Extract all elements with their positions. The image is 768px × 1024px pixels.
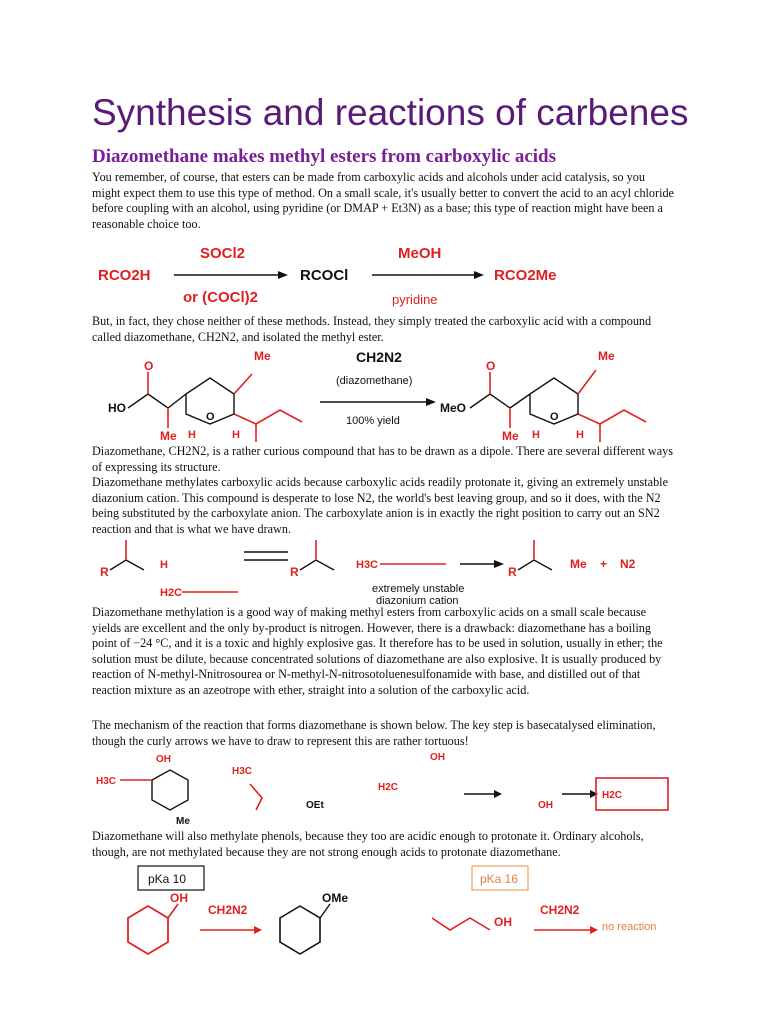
anisole-ring <box>280 906 320 954</box>
scheme1-reagent1-bottom: or (COCl)2 <box>183 289 258 306</box>
scheme2-left-ring-o: O <box>206 411 215 423</box>
scheme5-reagent-1: CH2N2 <box>208 903 248 917</box>
paragraph-dipole: Diazomethane, CH2N2, is a rather curious compound that has to be drawn as a dipole. There are several different ways of expressing its structure. <box>92 444 673 474</box>
scheme-phenol-vs-alcohol <box>0 862 768 982</box>
scheme3-ester-chain <box>518 560 552 570</box>
scheme2-left-o1: O <box>144 359 154 373</box>
scheme2-right-chain <box>470 394 530 408</box>
scheme-acid-chloride-route <box>0 234 768 312</box>
scheme1-arrow1-head <box>278 271 288 279</box>
scheme2-right-me-top: Me <box>598 349 615 363</box>
scheme2-left-me-top: Me <box>254 349 271 363</box>
scheme4-h3c-2: H3C <box>232 766 253 777</box>
scheme2-right-h1: H <box>532 429 540 441</box>
anisole-ome-bond <box>320 904 330 918</box>
scheme4-me: Me <box>176 816 190 827</box>
section-heading: Diazomethane makes methyl esters from carboxylic acids <box>92 146 556 167</box>
scheme3-note1: extremely unstable <box>372 583 465 595</box>
scheme4-h3c-1: H3C <box>96 776 117 787</box>
scheme4-oh-2: OH <box>430 752 445 763</box>
scheme3-h2c: H2C <box>160 587 183 599</box>
scheme3-carboxylate-chain <box>300 560 334 570</box>
scheme4-h2c-product: H2C <box>602 790 623 801</box>
scheme2-ho-label: HO <box>108 401 126 415</box>
scheme1-arrow2-head <box>474 271 484 279</box>
phenol-oh: OH <box>170 891 188 905</box>
paragraph-phenols: Diazomethane will also methylate phenols, because they too are acidic enough to protonate it. Ordinary alcohols, though, are not methylated because they are not strong enough acids to protonate diazomethane. <box>92 829 644 859</box>
scheme3-r2: R <box>290 565 299 579</box>
scheme2-right-ring-o: O <box>550 411 559 423</box>
pka-label-phenol: pKa 10 <box>148 872 187 886</box>
phenol-ring <box>128 906 168 954</box>
scheme2-left-h2: H <box>232 429 240 441</box>
scheme4-oh-3: OH <box>538 800 553 811</box>
no-reaction-label: no reaction <box>602 921 657 933</box>
scheme2-left-ethyl <box>256 410 302 424</box>
scheme4-oet: OEt <box>306 800 324 811</box>
scheme1-intermediate: RCOCl <box>300 267 349 284</box>
scheme-esterification <box>0 344 768 444</box>
scheme2-right-h2: H <box>576 429 584 441</box>
scheme5-reagent-2: CH2N2 <box>540 903 580 917</box>
scheme3-me: Me <box>570 557 587 571</box>
scheme2-left-me-top-bond <box>234 374 252 394</box>
scheme4-h2c: H2C <box>378 782 399 793</box>
phenol-oh-bond <box>168 904 178 918</box>
scheme1-product: RCO2Me <box>494 267 557 284</box>
scheme1-reactant: RCO2H <box>98 267 151 284</box>
scheme2-reagent: CH2N2 <box>356 349 402 365</box>
scheme-methylation-mechanism <box>0 530 768 606</box>
paragraph-methylation-mechanism: Diazomethane methylates carboxylic acids because carboxylic acids readily protonate it, giving an extremely unstable diazonium cation. This compound is desperate to lose N2, the world's best leaving group, and so it does, with the N2 being substituted by the carboxylate anion. The carboxylate anion is in exactly the right position to carry out an SN2 reaction and that is what we have drawn. <box>92 475 668 536</box>
scheme-diazomethane-formation <box>0 748 768 828</box>
scheme3-r1: R <box>100 565 109 579</box>
scheme1-reagent2-bottom: pyridine <box>392 292 438 307</box>
scheme2-yield: 100% yield <box>346 415 400 427</box>
paragraph-methylation-drawbacks: Diazomethane methylation is a good way of making methyl esters from carboxylic acids on a small scale because yields are excellent and the only by-product is nitrogen. However, there is a drawback: diazomethane has a boiling point of −24 °C, and it is a toxic and highly explosive gas. It therefore has to be used in solution, usually in ether; the solution must be dilute, because concentrated solutions of diazomethane are also explosive. It is usually produced by reaction of N-methyl-Nnitrosourea or N-methyl-N-nitrosotoluenesulfonamide with base, and distilled out of that reaction mixture as an azeotrope with ether, straight into a solution of the carboxylic acid. <box>92 605 663 697</box>
paragraph-intro: You remember, of course, that esters can be made from carboxylic acids and alcohols under acid catalysis, so you might expect them to use this type of method. On a small scale, it's usually better to convert the acid to an acyl chloride before coupling with an alcohol, using pyridine (or DMAP + Et3N) as a base; this type of reaction might have been a reasonable choice too. <box>92 170 674 231</box>
scheme1-reagent2-top: MeOH <box>398 245 442 262</box>
scheme3-acid-h: H <box>160 559 168 571</box>
pka-label-alcohol: pKa 16 <box>480 872 519 886</box>
scheme2-meo-label: MeO <box>440 401 467 415</box>
scheme3-note2: diazonium cation <box>376 595 459 606</box>
scheme2-right-ethyl <box>600 410 646 424</box>
propanol-oh: OH <box>494 915 512 929</box>
scheme2-left-me-bottom: Me <box>160 429 177 443</box>
scheme5-arrow-1-head <box>254 926 262 934</box>
scheme2-left-chain <box>128 394 186 408</box>
paragraph-formation-mechanism: The mechanism of the reaction that forms diazomethane is shown below. The key step is basecatalysed elimination, though the curly arrows we have to draw to represent this are rather tortuous! <box>92 718 656 748</box>
anisole-ome: OMe <box>322 891 349 905</box>
scheme1-reagent1-top: SOCl2 <box>200 245 246 262</box>
scheme3-acid-chain <box>110 560 144 570</box>
scheme3-h3c: H3C <box>356 559 379 571</box>
scheme2-arrow-head <box>426 398 436 406</box>
scheme2-right-me-top-bond <box>578 370 596 394</box>
scheme3-r3: R <box>508 565 517 579</box>
scheme4-arrow-head <box>494 790 502 798</box>
paragraph-diazomethane-choice: But, in fact, they chose neither of these methods. Instead, they simply treated the carboxylic acid with a compound called diazomethane, CH2N2, and isolated the methyl ester. <box>92 314 652 344</box>
scheme3-arrow-head <box>494 560 504 568</box>
propanol-chain <box>432 918 490 930</box>
scheme2-left-h1: H <box>188 429 196 441</box>
page-title: Synthesis and reactions of carbenes <box>92 92 689 133</box>
scheme2-reagent-note: (diazomethane) <box>336 375 413 387</box>
scheme4-nitroso-chain <box>250 784 262 810</box>
scheme3-plus: + <box>600 557 608 571</box>
scheme2-right-o1: O <box>486 359 496 373</box>
scheme2-right-me-bottom: Me <box>502 429 519 443</box>
scheme4-tosyl-ring <box>152 770 188 810</box>
scheme3-n2: N2 <box>620 557 636 571</box>
scheme5-arrow-2-head <box>590 926 598 934</box>
scheme4-oh-1: OH <box>156 754 171 765</box>
